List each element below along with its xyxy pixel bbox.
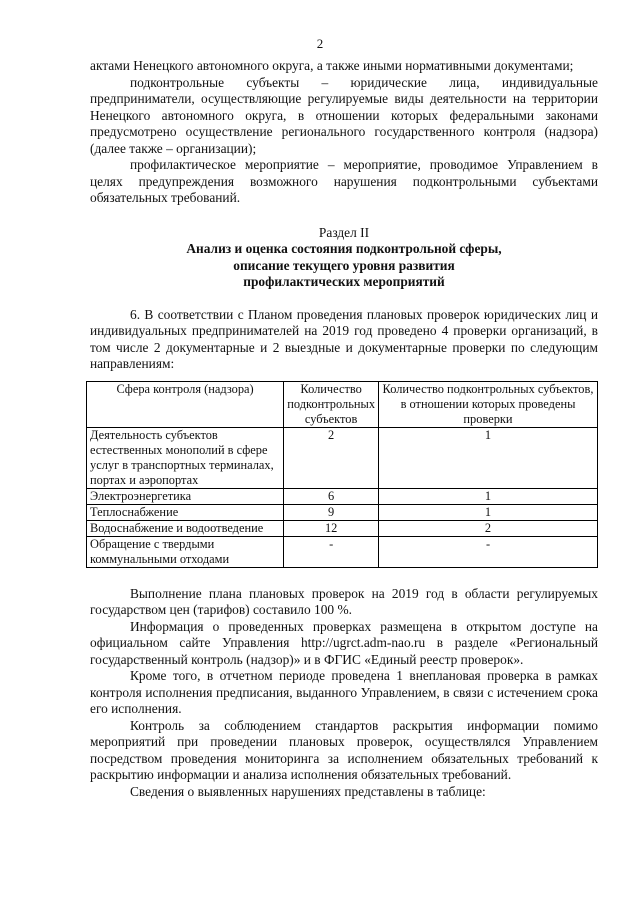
inspections-table xyxy=(86,381,598,568)
table-header-inspected-count: Количество подконтрольных субъектов, в отношении которых проведены проверки xyxy=(379,381,598,427)
table-header-subjects-count: Количество подконтрольных субъектов xyxy=(284,381,379,427)
paragraph-continuation: актами Ненецкого автономного округа, а также иными нормативными документами; xyxy=(90,58,574,73)
table-cell-sphere: Электроэнергетика xyxy=(87,488,284,504)
table-cell-sphere: Деятельность субъектов естественных монополий в сфере услуг в транспортных терминалах, портах и аэропортах xyxy=(87,427,284,488)
paragraph-definition-subjects: подконтрольные субъекты – юридические лица, индивидуальные предприниматели, осуществляющие регулируемые виды деятельности на территории Ненецкого автономного округа, в отношении которых федеральными законами предусмотрено осуществление регионального государственного контроля (надзора) (далее также – организации); xyxy=(90,74,598,156)
table-cell-inspected: - xyxy=(379,536,598,567)
table-cell-inspected: 1 xyxy=(379,427,598,488)
table-cell-sphere: Теплоснабжение xyxy=(87,504,284,520)
paragraph-unscheduled-inspection: Кроме того, в отчетном периоде проведена 1 внеплановая проверка в рамках контроля исполнения предписания, выданного Управлением, в связи с истечением срока его исполнения. xyxy=(90,668,598,716)
table-cell-subjects: 9 xyxy=(284,504,379,520)
table-cell-inspected: 1 xyxy=(379,488,598,504)
table-row xyxy=(87,427,598,488)
table-cell-sphere: Водоснабжение и водоотведение xyxy=(87,520,284,536)
section-title-line-2: описание текущего уровня развития xyxy=(233,257,455,273)
table-header-sphere: Сфера контроля (надзора) xyxy=(87,381,284,427)
table-row xyxy=(87,536,598,567)
paragraph-violations-intro: Сведения о выявленных нарушениях представлены в таблице: xyxy=(130,783,486,799)
table-cell-inspected: 2 xyxy=(379,520,598,536)
paragraph-definition-preventive: профилактическое мероприятие – мероприятие, проводимое Управлением в целях предупреждения возможного нарушения подконтрольными субъектами обязательных требований. xyxy=(90,157,598,205)
paragraph-disclosure-control: Контроль за соблюдением стандартов раскрытия информации помимо мероприятий при проведении плановых проверок, осуществлялся Управлением посредством проведения мониторинга за исполнением обязательных требований к раскрытию информации и анализа исполнения обязательных требований. xyxy=(90,717,598,782)
table-cell-inspected: 1 xyxy=(379,504,598,520)
table-cell-sphere: Обращение с твердыми коммунальными отходами xyxy=(87,536,284,567)
table-cell-subjects: 6 xyxy=(284,488,379,504)
table-row xyxy=(87,504,598,520)
section-title-line-3: профилактических мероприятий xyxy=(243,274,445,289)
paragraph-publication: Информация о проведенных проверках размещена в открытом доступе на официальном сайте Управления http://ugrct.adm-nao.ru в разделе «Региональный государственный контроль (надзор)» и в ФГИС «Единый реестр проверок». xyxy=(90,618,598,667)
paragraph-plan-execution: Выполнение плана плановых проверок на 2019 год в области регулируемых государством цен (тарифов) составило 100 %. xyxy=(90,585,598,617)
page-number: 2 xyxy=(316,36,324,51)
table-header-row xyxy=(87,381,598,427)
table-row xyxy=(87,488,598,504)
section-heading: Раздел II xyxy=(318,224,370,240)
table-cell-subjects: 12 xyxy=(284,520,379,536)
document-body xyxy=(90,58,598,800)
table-cell-subjects: - xyxy=(284,536,379,567)
section-title-line-1: Анализ и оценка состояния подконтрольной сферы, xyxy=(186,241,502,256)
table-cell-subjects: 2 xyxy=(284,427,379,488)
table-row xyxy=(87,520,598,536)
paragraph-6: 6. В соответствии с Планом проведения плановых проверок юридических лиц и индивидуальных предпринимателей на 2019 год проведено 4 проверки организаций, в том числе 2 документарные и 2 выездные и документарные проверки по следующим направлениям: xyxy=(90,306,598,371)
